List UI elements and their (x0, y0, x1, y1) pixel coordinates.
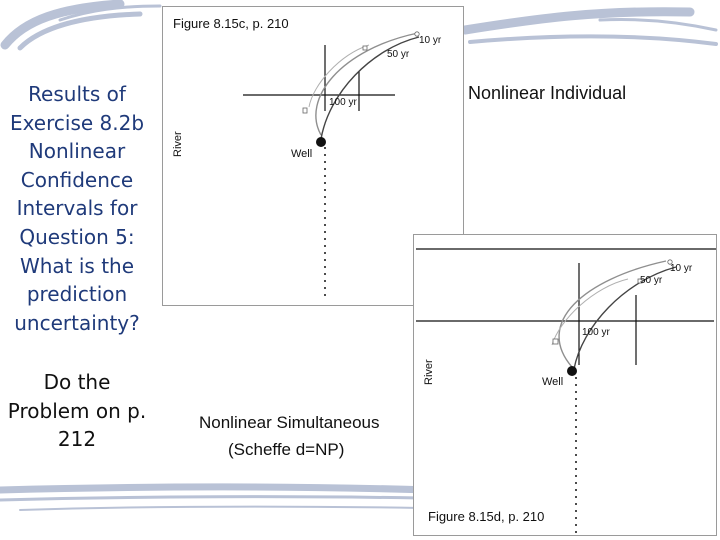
time-label-50yr: 50 yr (387, 49, 410, 60)
task-line: 212 (57, 427, 97, 452)
river-label: River (172, 131, 184, 157)
task-line: Do the (43, 370, 111, 394)
figure-caption: Figure 8.15c, p. 210 (173, 16, 289, 31)
task-text (2, 368, 152, 454)
well-marker (567, 366, 577, 376)
method-label-line-1: Nonlinear Simultaneous (199, 413, 380, 432)
time-label-100yr: 100 yr (582, 327, 610, 338)
question-line: Nonlinear (28, 139, 126, 164)
question-line: prediction (26, 282, 128, 307)
time-marker (303, 108, 307, 113)
time-marker (363, 46, 367, 50)
well-label: Well (291, 148, 313, 160)
river-label: River (423, 359, 435, 385)
time-label-50yr: 50 yr (640, 275, 663, 286)
question-line: Confidence (20, 167, 134, 192)
time-label-100yr: 100 yr (329, 97, 357, 108)
method-label-line-2: (Scheffe d=NP) (228, 440, 345, 459)
figure-caption: Figure 8.15d, p. 210 (428, 509, 545, 524)
question-line: Intervals for (16, 196, 138, 221)
task-line: Problem on p. (7, 398, 147, 423)
particle-path-plot (414, 235, 716, 535)
question-line: What is the (19, 253, 135, 278)
time-label-10yr: 10 yr (670, 263, 693, 274)
time-label-10yr: 10 yr (419, 35, 442, 46)
question-line: Results of (28, 82, 126, 106)
question-text (2, 80, 152, 337)
method-label: Nonlinear Individual (468, 83, 627, 103)
time-marker (553, 339, 558, 344)
figure-simultaneous-intervals (413, 234, 717, 536)
well-marker (316, 137, 326, 147)
question-line: uncertainty? (14, 310, 140, 335)
question-line: Question 5: (19, 224, 135, 249)
question-line: Exercise 8.2b (9, 110, 145, 135)
well-label: Well (542, 376, 564, 388)
